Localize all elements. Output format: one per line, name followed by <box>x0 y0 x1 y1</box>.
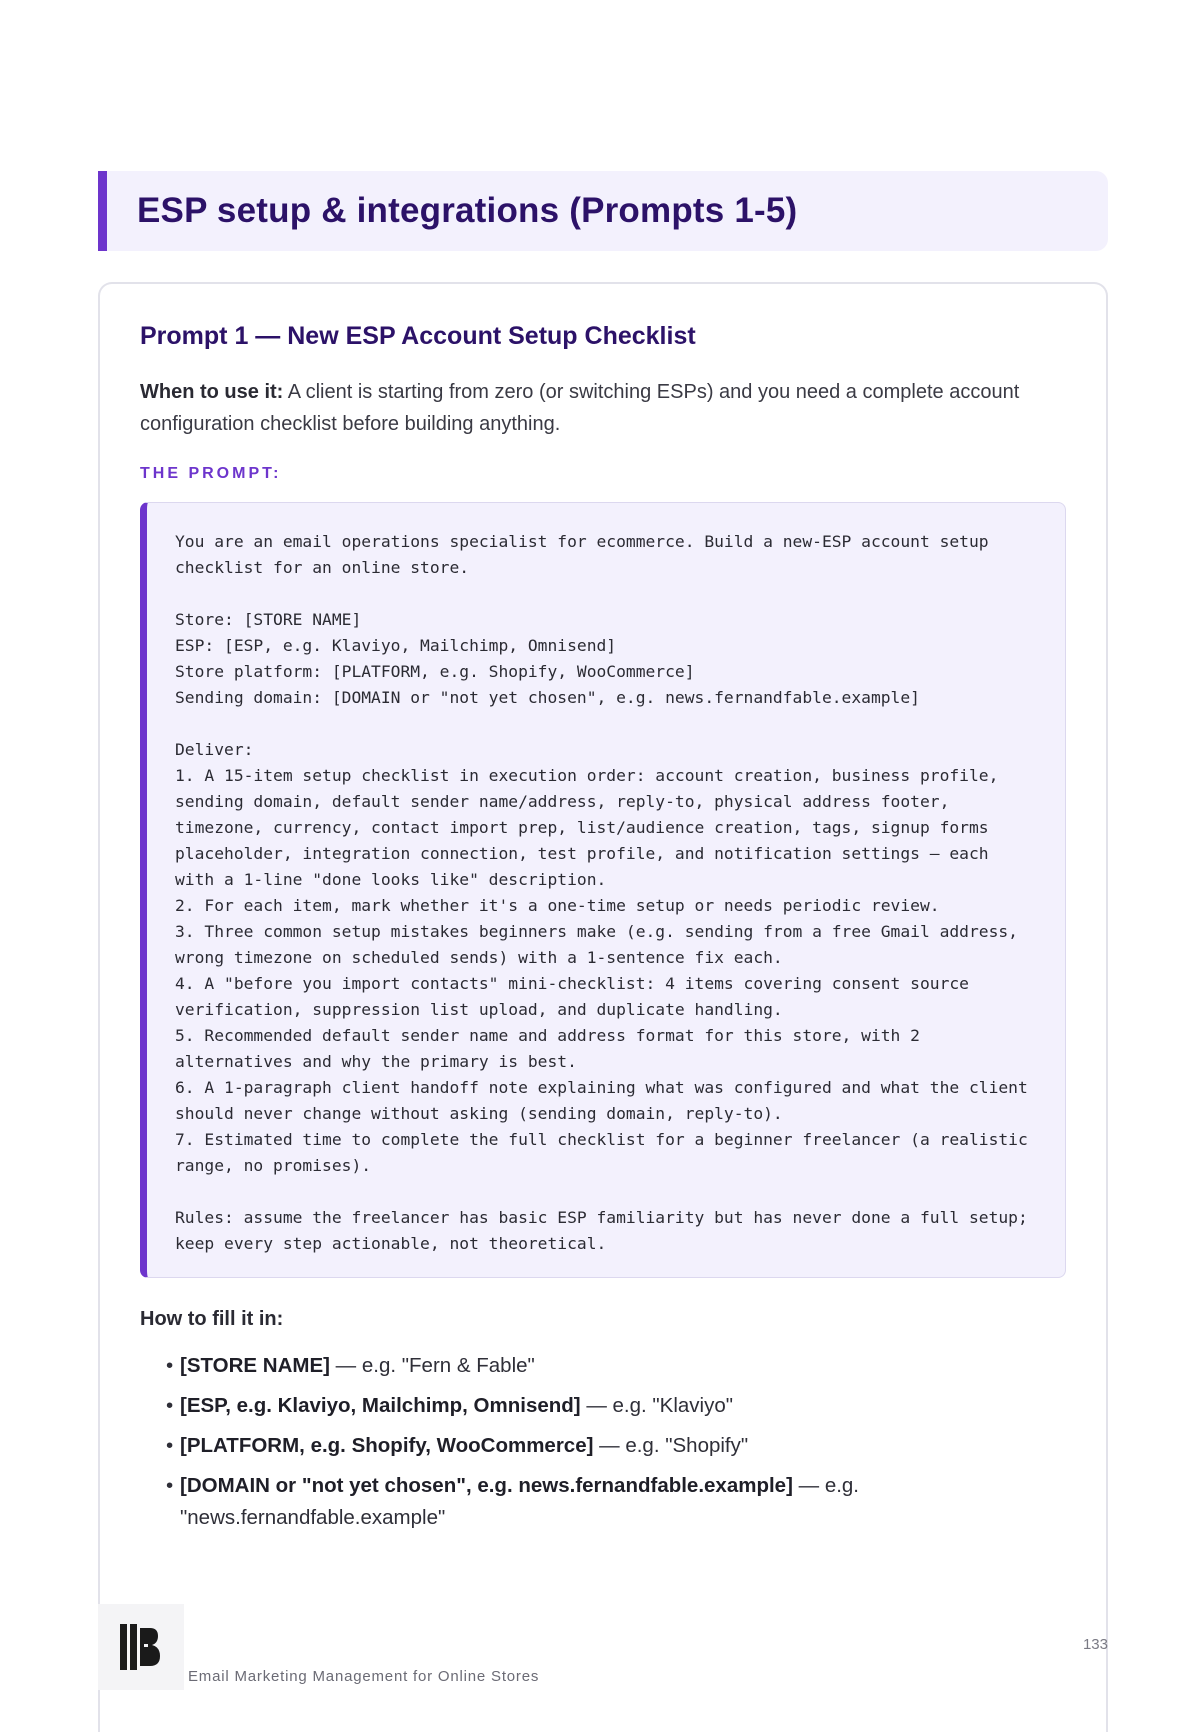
code-line: 4. A "before you import contacts" mini-checklist: 4 items covering consent source <box>175 974 969 993</box>
placeholder-name: [PLATFORM, e.g. Shopify, WooCommerce] <box>180 1434 594 1457</box>
prompt-card <box>98 282 1108 1732</box>
code-line: Store: [STORE NAME] <box>175 610 362 629</box>
code-line: Sending domain: [DOMAIN or "not yet chosen", e.g. news.fernandfable.example] <box>175 688 920 707</box>
code-line: Store platform: [PLATFORM, e.g. Shopify, WooCommerce] <box>175 662 695 681</box>
list-item <box>166 1470 896 1534</box>
code-line: 1. A 15-item setup checklist in execution order: account creation, business profile, <box>175 766 999 785</box>
prompt-code-text <box>175 529 1028 1257</box>
placeholder-example: — e.g. "Fern & Fable" <box>329 1354 535 1377</box>
footer-book-title: Email Marketing Management for Online Stores <box>188 1668 540 1685</box>
code-line: checklist for an online store. <box>175 558 470 577</box>
prompt-code-block <box>140 502 1066 1278</box>
placeholder-name: [STORE NAME] <box>180 1354 330 1377</box>
code-line: 2. For each item, mark whether it's a one-time setup or needs periodic review. <box>175 896 940 915</box>
code-line: range, no promises). <box>175 1156 372 1175</box>
fill-heading: How to fill it in: <box>140 1308 284 1330</box>
list-item <box>166 1390 896 1422</box>
fill-list <box>166 1350 896 1542</box>
list-item <box>166 1430 896 1462</box>
page-number: 133 <box>1082 1636 1108 1653</box>
code-line: with a 1-line "done looks like" description. <box>175 870 607 889</box>
placeholder-example: — e.g. "Shopify" <box>593 1434 749 1457</box>
placeholder-example: — e.g. "Klaviyo" <box>580 1394 734 1417</box>
when-to-use-text: A client is starting from zero (or switching ESPs) and you need a complete account configuration checklist before building anything. <box>140 381 1020 435</box>
code-line: alternatives and why the primary is best. <box>175 1052 577 1071</box>
code-line: keep every step actionable, not theoretical. <box>175 1234 607 1253</box>
prompt-title: Prompt 1 — New ESP Account Setup Checklist <box>140 322 696 350</box>
placeholder-name: [ESP, e.g. Klaviyo, Mailchimp, Omnisend] <box>180 1394 581 1417</box>
code-line: 5. Recommended default sender name and address format for this store, with 2 <box>175 1026 920 1045</box>
section-banner <box>98 171 1108 251</box>
logo <box>98 1604 184 1690</box>
code-line: sending domain, default sender name/address, reply-to, physical address footer, <box>175 792 950 811</box>
code-line: should never change without asking (sending domain, reply-to). <box>175 1104 783 1123</box>
code-line: timezone, currency, contact import prep, list/audience creation, tags, signup forms <box>175 818 989 837</box>
code-line: Rules: assume the freelancer has basic ESP familiarity but has never done a full setup; <box>175 1208 1028 1227</box>
code-line: Deliver: <box>175 740 254 759</box>
code-line: placeholder, integration connection, test profile, and notification settings — each <box>175 844 989 863</box>
code-line: wrong timezone on scheduled sends) with a 1-sentence fix each. <box>175 948 783 967</box>
code-line: 3. Three common setup mistakes beginners make (e.g. sending from a free Gmail address, <box>175 922 1018 941</box>
code-line: 7. Estimated time to complete the full checklist for a beginner freelancer (a realistic <box>175 1130 1028 1149</box>
list-item <box>166 1350 896 1382</box>
section-title: ESP setup & integrations (Prompts 1-5) <box>137 191 798 230</box>
prompt-label: THE PROMPT: <box>140 465 282 482</box>
code-line: verification, suppression list upload, and duplicate handling. <box>175 1000 783 1019</box>
placeholder-name: [DOMAIN or "not yet chosen", e.g. news.fernandfable.example] <box>180 1474 793 1497</box>
book-logo-icon <box>120 1624 162 1670</box>
code-line: ESP: [ESP, e.g. Klaviyo, Mailchimp, Omnisend] <box>175 636 617 655</box>
code-line: You are an email operations specialist for ecommerce. Build a new-ESP account setup <box>175 532 989 551</box>
when-to-use <box>140 376 1060 440</box>
placeholder-example: — e.g. "news.fernandfable.example" <box>180 1474 860 1529</box>
code-line: 6. A 1-paragraph client handoff note explaining what was configured and what the client <box>175 1078 1028 1097</box>
when-to-use-label: When to use it: <box>140 381 284 403</box>
